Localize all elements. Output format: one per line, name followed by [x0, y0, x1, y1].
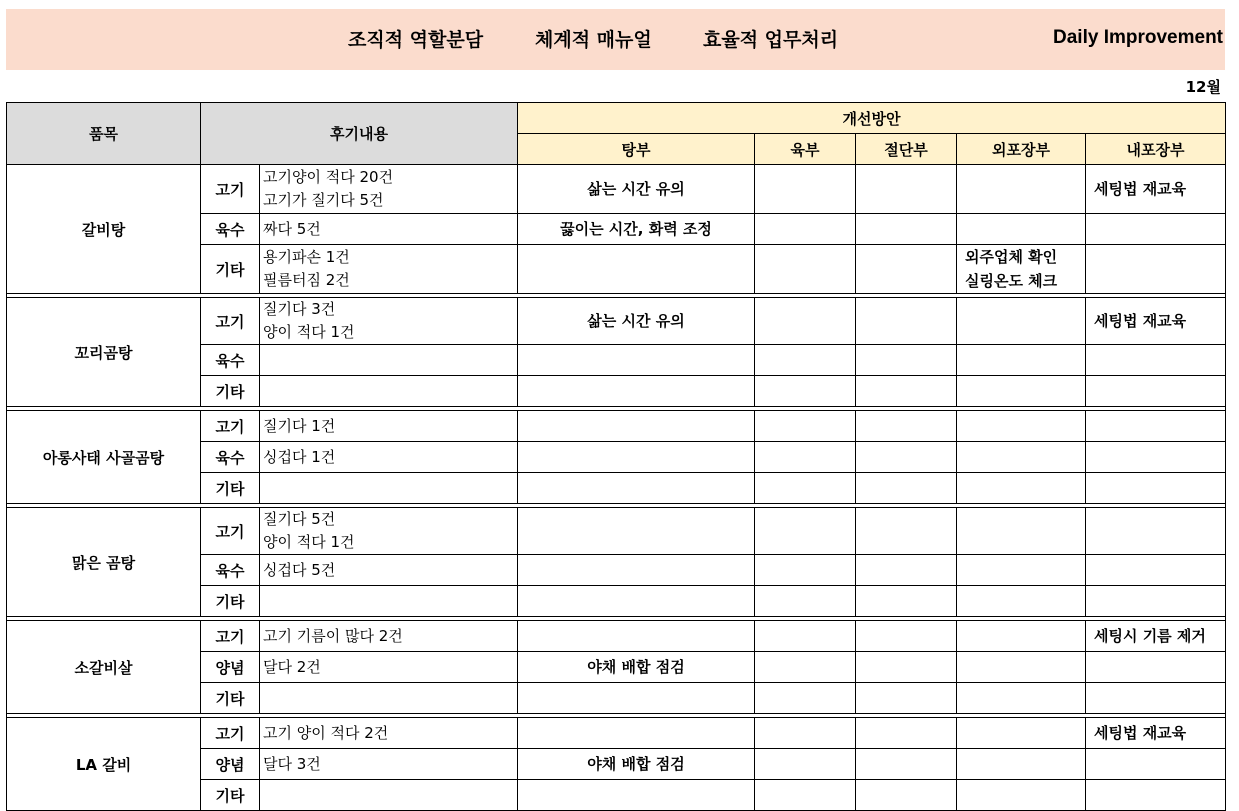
plan-tang	[518, 718, 755, 749]
table-row	[7, 508, 1226, 555]
review-category: 기타	[201, 586, 260, 617]
plan-tang	[518, 621, 755, 652]
review-note-line: 달다 3건	[263, 754, 321, 773]
plan-cut	[856, 473, 957, 504]
plan-meat	[755, 411, 856, 442]
plan-meat	[755, 473, 856, 504]
plan-meat	[755, 165, 856, 214]
plan-meat	[755, 555, 856, 586]
review-category: 기타	[201, 473, 260, 504]
plan-tang	[518, 245, 755, 294]
header-plan: 개선방안	[518, 103, 1226, 134]
plan-tang-line: 삶는 시간 유의	[587, 312, 685, 330]
plan-inner	[1086, 780, 1226, 811]
plan-tang	[518, 298, 755, 345]
header-dept-outer: 외포장부	[957, 134, 1086, 165]
plan-tang	[518, 508, 755, 555]
plan-inner-line: 세팅법 재교육	[1094, 312, 1187, 330]
plan-cut	[856, 749, 957, 780]
header-review: 후기내용	[201, 103, 518, 165]
review-note	[260, 683, 518, 714]
plan-inner	[1086, 411, 1226, 442]
improvement-table	[6, 102, 1226, 811]
plan-tang	[518, 683, 755, 714]
review-note	[260, 165, 518, 214]
plan-outer	[957, 586, 1086, 617]
review-note	[260, 780, 518, 811]
plan-meat	[755, 683, 856, 714]
review-note-line: 질기다 3건	[263, 300, 336, 318]
plan-tang	[518, 442, 755, 473]
review-note	[260, 586, 518, 617]
plan-tang	[518, 652, 755, 683]
table-row	[7, 411, 1226, 442]
plan-inner	[1086, 245, 1226, 294]
review-note	[260, 621, 518, 652]
review-note	[260, 214, 518, 245]
plan-meat	[755, 621, 856, 652]
month-label: 12월	[1185, 78, 1221, 96]
review-note-line: 양이 적다 1건	[263, 533, 355, 551]
plan-inner	[1086, 442, 1226, 473]
item-name: LA 갈비	[7, 718, 201, 811]
plan-inner-line: 세팅법 재교육	[1094, 180, 1187, 198]
review-note-line: 질기다 1건	[263, 416, 336, 435]
table-row	[7, 621, 1226, 652]
plan-meat	[755, 718, 856, 749]
review-note-line: 고기양이 적다 20건	[263, 168, 394, 186]
plan-inner	[1086, 586, 1226, 617]
review-note-line: 고기가 질기다 5건	[263, 191, 384, 209]
plan-cut	[856, 718, 957, 749]
plan-cut	[856, 345, 957, 376]
plan-tang	[518, 376, 755, 407]
header-item: 품목	[7, 103, 201, 165]
review-category: 고기	[201, 718, 260, 749]
plan-outer	[957, 376, 1086, 407]
plan-inner	[1086, 718, 1226, 749]
plan-cut	[856, 555, 957, 586]
slogan-efficiency: 효율적 업무처리	[703, 29, 839, 51]
review-note	[260, 718, 518, 749]
plan-cut	[856, 298, 957, 345]
review-note	[260, 298, 518, 345]
plan-tang-line: 야채 배합 점검	[587, 755, 685, 773]
daily-improvement-title: Daily Improvement	[1053, 27, 1223, 48]
review-category: 고기	[201, 508, 260, 555]
plan-cut	[856, 411, 957, 442]
review-category: 고기	[201, 411, 260, 442]
review-category: 육수	[201, 345, 260, 376]
review-note	[260, 652, 518, 683]
plan-meat	[755, 749, 856, 780]
plan-inner	[1086, 345, 1226, 376]
plan-inner	[1086, 749, 1226, 780]
plan-outer	[957, 749, 1086, 780]
plan-outer	[957, 508, 1086, 555]
plan-outer	[957, 442, 1086, 473]
plan-tang	[518, 749, 755, 780]
plan-outer	[957, 298, 1086, 345]
slogan-manual: 체계적 매뉴얼	[535, 29, 652, 51]
review-note	[260, 508, 518, 555]
plan-outer	[957, 555, 1086, 586]
plan-outer	[957, 345, 1086, 376]
plan-cut	[856, 652, 957, 683]
plan-outer	[957, 411, 1086, 442]
plan-outer-line: 실링온도 체크	[965, 272, 1058, 290]
plan-tang	[518, 586, 755, 617]
header-dept-cut: 절단부	[856, 134, 957, 165]
review-note-line: 용기파손 1건	[263, 248, 350, 266]
plan-cut	[856, 165, 957, 214]
plan-outer	[957, 621, 1086, 652]
review-category: 양념	[201, 652, 260, 683]
plan-outer	[957, 214, 1086, 245]
review-note-line: 고기 기름이 많다 2건	[263, 626, 403, 645]
plan-cut	[856, 442, 957, 473]
plan-meat	[755, 508, 856, 555]
plan-tang	[518, 780, 755, 811]
review-note	[260, 411, 518, 442]
plan-inner	[1086, 508, 1226, 555]
item-name: 소갈비살	[7, 621, 201, 714]
review-category: 양념	[201, 749, 260, 780]
plan-cut	[856, 376, 957, 407]
plan-inner-line: 세팅시 기름 제거	[1094, 627, 1206, 645]
table-row	[7, 298, 1226, 345]
slogan-organization: 조직적 역할분담	[348, 29, 484, 51]
review-category: 고기	[201, 165, 260, 214]
plan-meat	[755, 780, 856, 811]
plan-meat	[755, 652, 856, 683]
review-category: 육수	[201, 214, 260, 245]
plan-meat	[755, 586, 856, 617]
item-name: 꼬리곰탕	[7, 298, 201, 407]
plan-cut	[856, 245, 957, 294]
review-note	[260, 749, 518, 780]
plan-outer	[957, 165, 1086, 214]
plan-cut	[856, 621, 957, 652]
review-category: 기타	[201, 780, 260, 811]
plan-tang	[518, 411, 755, 442]
plan-cut	[856, 586, 957, 617]
review-category: 기타	[201, 376, 260, 407]
review-note-line: 필름터짐 2건	[263, 271, 350, 289]
plan-inner	[1086, 298, 1226, 345]
plan-inner	[1086, 165, 1226, 214]
review-note-line: 질기다 5건	[263, 510, 336, 528]
plan-meat	[755, 345, 856, 376]
plan-outer	[957, 473, 1086, 504]
plan-cut	[856, 780, 957, 811]
plan-inner	[1086, 652, 1226, 683]
review-note-line: 짜다 5건	[263, 219, 321, 238]
plan-outer	[957, 652, 1086, 683]
review-note	[260, 442, 518, 473]
review-category: 육수	[201, 442, 260, 473]
item-name: 갈비탕	[7, 165, 201, 294]
plan-tang	[518, 555, 755, 586]
plan-tang	[518, 165, 755, 214]
item-name: 아롱사태 사골곰탕	[7, 411, 201, 504]
review-note-line: 달다 2건	[263, 657, 321, 676]
plan-inner-line: 세팅법 재교육	[1094, 724, 1187, 742]
plan-tang-line: 삶는 시간 유의	[587, 180, 685, 198]
review-note-line: 싱겁다 1건	[263, 447, 336, 466]
plan-tang-line: 끓이는 시간, 화력 조정	[560, 220, 712, 238]
table-row	[7, 718, 1226, 749]
plan-tang-line: 야채 배합 점검	[587, 658, 685, 676]
plan-cut	[856, 508, 957, 555]
review-category: 고기	[201, 298, 260, 345]
review-note-line: 고기 양이 적다 2건	[263, 723, 389, 742]
plan-tang	[518, 214, 755, 245]
plan-inner	[1086, 555, 1226, 586]
plan-cut	[856, 683, 957, 714]
review-note	[260, 555, 518, 586]
header-dept-tang: 탕부	[518, 134, 755, 165]
header-dept-inner: 내포장부	[1086, 134, 1226, 165]
plan-meat	[755, 214, 856, 245]
plan-outer	[957, 245, 1086, 294]
plan-meat	[755, 376, 856, 407]
plan-outer	[957, 683, 1086, 714]
review-category: 육수	[201, 555, 260, 586]
plan-tang	[518, 473, 755, 504]
plan-outer	[957, 780, 1086, 811]
plan-inner	[1086, 376, 1226, 407]
review-note-line: 싱겁다 5건	[263, 560, 336, 579]
plan-tang	[518, 345, 755, 376]
review-note	[260, 245, 518, 294]
plan-meat	[755, 442, 856, 473]
plan-inner	[1086, 683, 1226, 714]
review-note	[260, 473, 518, 504]
plan-meat	[755, 298, 856, 345]
plan-outer-line: 외주업체 확인	[965, 248, 1058, 266]
plan-inner	[1086, 621, 1226, 652]
plan-meat	[755, 245, 856, 294]
table-row	[7, 165, 1226, 214]
plan-inner	[1086, 473, 1226, 504]
review-category: 고기	[201, 621, 260, 652]
plan-cut	[856, 214, 957, 245]
review-category: 기타	[201, 683, 260, 714]
review-category: 기타	[201, 245, 260, 294]
plan-outer	[957, 718, 1086, 749]
review-note-line: 양이 적다 1건	[263, 323, 355, 341]
review-note	[260, 376, 518, 407]
plan-inner	[1086, 214, 1226, 245]
item-name: 맑은 곰탕	[7, 508, 201, 617]
header-dept-meat: 육부	[755, 134, 856, 165]
review-note	[260, 345, 518, 376]
